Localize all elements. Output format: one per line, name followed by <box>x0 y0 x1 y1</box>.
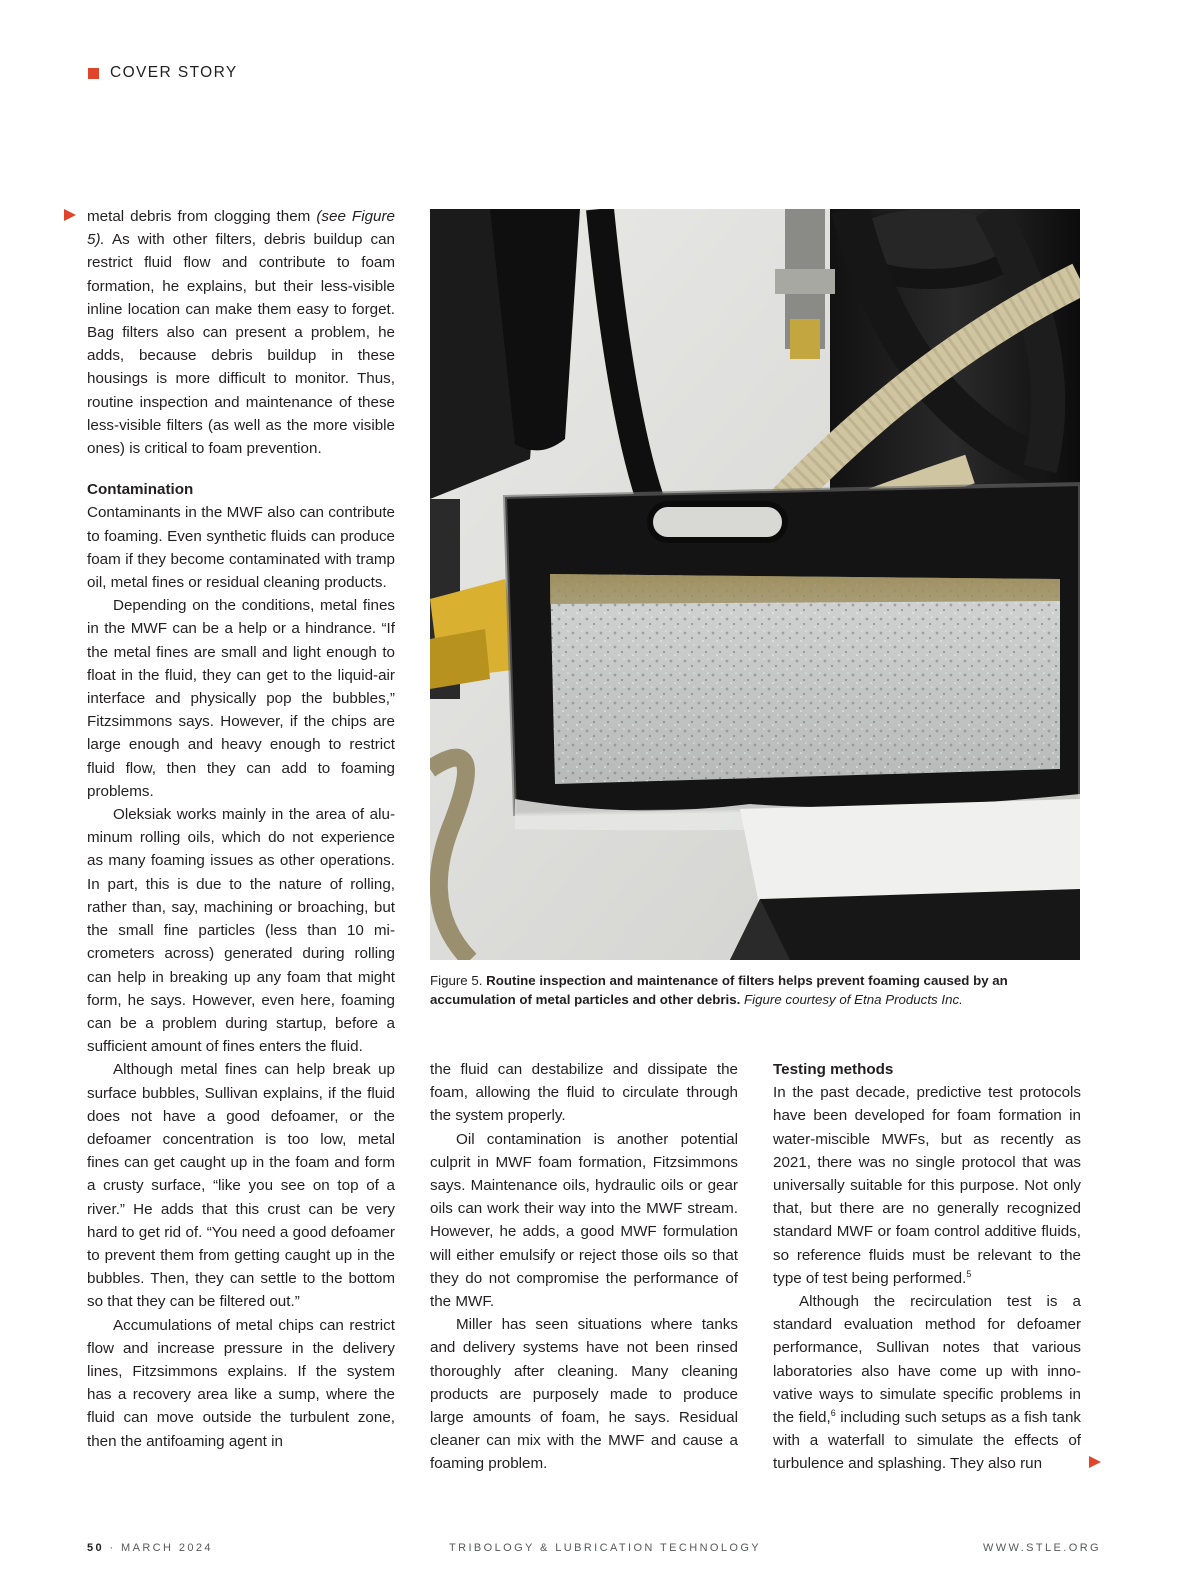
figure-caption <box>430 971 1080 1009</box>
paragraph: Miller has seen situations where tanks and delivery systems have not been rinsed thoroughly after cleaning. Many cleaning products are purposely made to produce large amounts of foam, he says. Residual cleaner can mix with the MWF and cause a foaming problem. <box>430 1316 738 1473</box>
footer-page-info <box>87 1542 213 1554</box>
text-run: In the past decade, predictive test protocols have been developed for foam formation in water-miscible MWFs, but as recently as 2021, there was no single protocol that was universally suitable for this purpose. Not only that, but there are no generally recognized standard MWF or foam control additive fluids, so reference fluids must be relevant to the type of test being performed. <box>773 1084 1081 1287</box>
reference-number: 5 <box>966 1268 972 1279</box>
text-run: As with other filters, debris buildup can restrict fluid flow and contribute to foam formation, he explains, but their less-visible inline location can make them easy to forget. Bag filters also can present a problem, he adds, because debris buildup in these housings is more difficult to monitor. Thus, routine inspection and maintenance of these less-visible filters (as well as the more visible ones) is critical to foam prevention. <box>87 231 395 458</box>
website-link[interactable]: WWW.STLE.ORG <box>982 1542 1101 1554</box>
figure-reference: (see Figure 5). <box>87 208 395 249</box>
continued-arrow-icon <box>64 209 76 221</box>
caption-label: Figure 5. <box>430 973 487 988</box>
paragraph: Oleksiak works mainly in the area of aluminum rolling oils, which do not experience as many foaming issues as other operations. In part, this is due to the nature of rolling, rather than, say, machining or broaching, but the small fine particles (less than 10 micrometers across) generated during rolling can help in breaking up any foam that might form, he says. However, even here, foaming can be a problem during startup, before a sufficient amount of fines enters the fluid. <box>87 806 395 1056</box>
paragraph <box>87 205 395 460</box>
paragraph <box>773 1290 1081 1476</box>
paragraph: Although metal fines can help break up surface bubbles, Sullivan explains, if the fluid does not have a good defoamer, or the defoamer concentration is too low, metal fines can get caught up in the foam and form a crusty surface, “like you see on top of a river.” He adds that this crust can be very hard to get rid of. “You need a good defoamer to prevent them from getting caught up in the bubbles. Then, they can settle to the bottom so that they can be filtered out.” <box>87 1061 395 1311</box>
reference-number: 6 <box>830 1407 836 1418</box>
article-column-1 <box>87 205 395 1453</box>
paragraph: Depending on the conditions, metal fines in the MWF can be a help or a hindrance. “If the metal fines are small and light enough to float in the fluid, they can get to the liquid-air interface and physically pop the bubbles,” Fitzsimmons says. However, if the chips are large enough and heavy enough to restrict fluid flow, then they can add to foaming problems. <box>87 597 395 800</box>
text-run: including such setups as a fish tank with a waterfall to simulate the effects of turbulence and splashing. They also run <box>773 1409 1081 1473</box>
section-label: COVER STORY <box>110 64 238 81</box>
section-header <box>88 64 238 82</box>
paragraph <box>773 1081 1081 1290</box>
section-square-icon <box>88 68 99 79</box>
caption-text: Routine inspection and maintenance of filters helps prevent foaming caused by an accumulation of metal particles and other debris. <box>430 973 1008 1007</box>
paragraph: the fluid can destabilize and dissipate the foam, allowing the fluid to circulate through the system properly. <box>430 1061 738 1125</box>
text-run: Although the recirculation test is a standard evaluation method for defoamer performance, Sullivan notes that various laboratories also have come up with innovative ways to simulate specific problems in the field, <box>773 1293 1081 1427</box>
paragraph: Accumulations of metal chips can restrict flow and increase pressure in the delivery lines, Fitzsimmons explains. If the system has a recovery area like a sump, where the fluid can move outside the turbulent zone, then the antifoaming agent in <box>87 1316 395 1450</box>
issue-date: MARCH 2024 <box>121 1542 213 1554</box>
paragraph: Contaminants in the MWF also can contribute to foaming. Even synthetic fluids can produce foam if they become contaminated with tramp oil, metal fines or residual cleaning products. <box>87 504 395 592</box>
page-number: 50 <box>87 1542 105 1554</box>
footer-separator: · <box>104 1542 122 1554</box>
article-column-3 <box>773 1058 1081 1476</box>
figure-5-photo <box>430 209 1080 960</box>
continues-arrow-icon <box>1089 1456 1101 1468</box>
section-heading: Testing methods <box>773 1061 894 1078</box>
paragraph: Oil contamination is another potential culprit in MWF foam formation, Fitzsimmons says. Maintenance oils, hydraulic oils or gear oils can work their way into the MWF stream. However, he adds, a good MWF formulation will either emulsify or reject those oils so that they do not compromise the performance of the MWF. <box>430 1130 738 1311</box>
magazine-name: TRIBOLOGY & LUBRICATION TECHNOLOGY <box>449 1542 762 1554</box>
article-column-2 <box>430 1058 738 1476</box>
caption-credit: Figure courtesy of Etna Products Inc. <box>740 992 963 1007</box>
text-run: metal debris from clogging them <box>87 208 317 225</box>
section-heading: Contamination <box>87 481 194 499</box>
